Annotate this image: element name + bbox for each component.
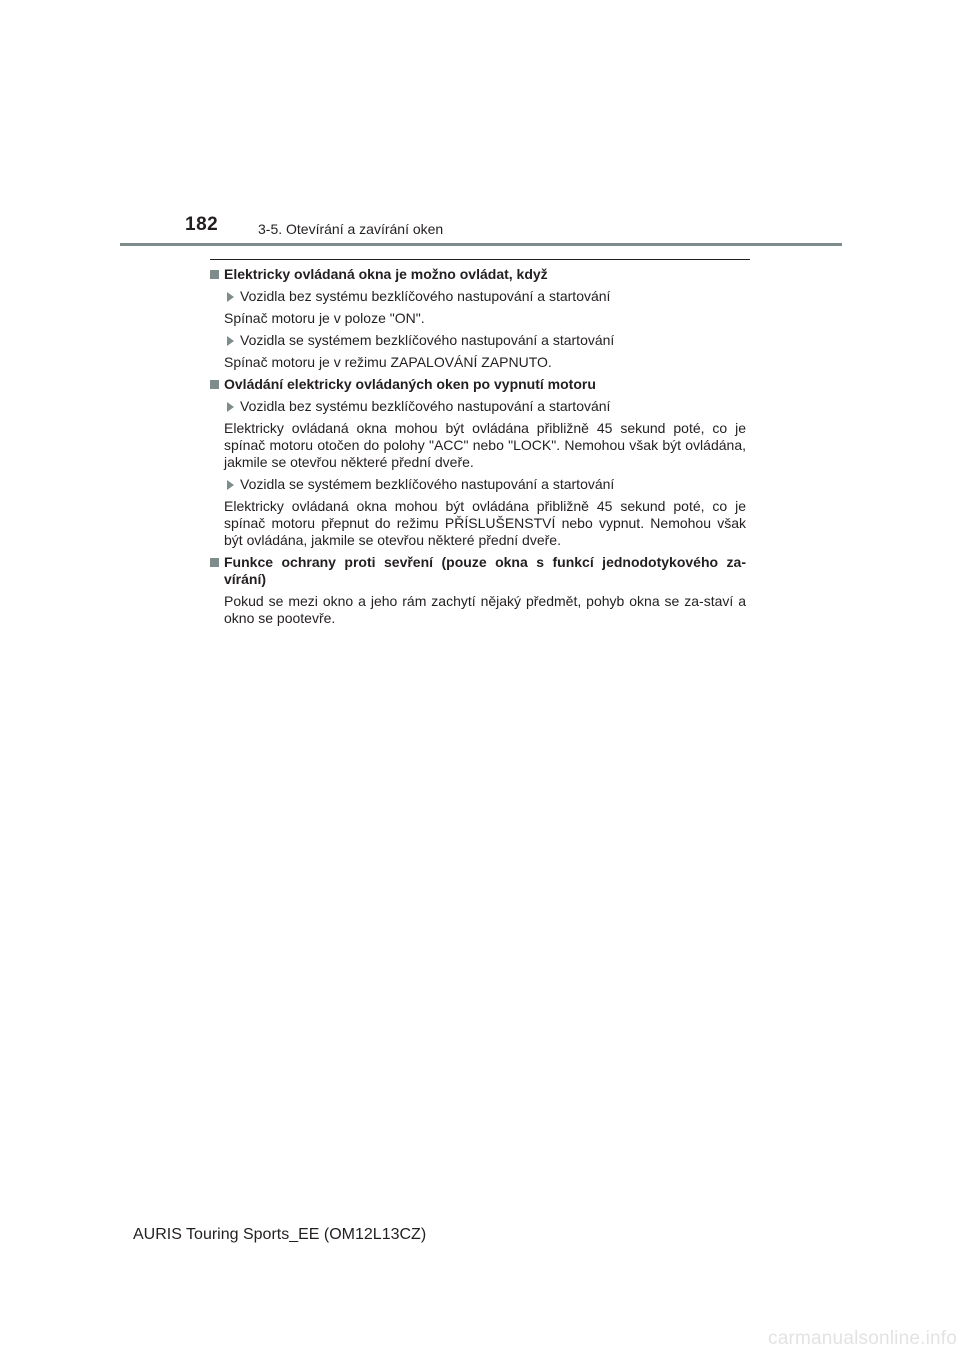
triangle-bullet-icon xyxy=(227,480,234,490)
sub-heading xyxy=(210,332,746,349)
section-heading xyxy=(210,554,746,588)
paragraph: Elektricky ovládaná okna mohou být ovládána přibližně 45 sekund poté, co je spínač motoru otočen do polohy "ACC" nebo "LOCK". Nemohou však být ovládána, jakmile se otevřou některé přední dveře. xyxy=(224,420,746,470)
content-divider xyxy=(210,259,750,260)
sub-heading xyxy=(210,288,746,305)
header-divider xyxy=(120,243,842,246)
page-number: 182 xyxy=(185,214,219,235)
section-heading-text: Ovládání elektricky ovládaných oken po vypnutí motoru xyxy=(224,376,596,392)
paragraph: Pokud se mezi okno a jeho rám zachytí nějaký předmět, pohyb okna se za-staví a okno se pootevře. xyxy=(224,593,746,626)
content-area xyxy=(210,266,746,632)
section-heading-text: Elektricky ovládaná okna je možno ovládat, když xyxy=(224,266,548,282)
sub-heading xyxy=(210,398,746,415)
square-bullet-icon xyxy=(210,380,219,389)
footer-model-label: AURIS Touring Sports_EE (OM12L13CZ) xyxy=(133,1226,427,1243)
triangle-bullet-icon xyxy=(227,402,234,412)
square-bullet-icon xyxy=(210,270,219,279)
sub-heading-text: Vozidla bez systému bezklíčového nastupování a startování xyxy=(240,288,611,304)
watermark: carmanualsonline.info xyxy=(768,1328,958,1349)
section-heading xyxy=(210,266,746,283)
sub-heading xyxy=(210,476,746,493)
sub-heading-text: Vozidla bez systému bezklíčového nastupování a startování xyxy=(240,398,611,414)
paragraph: Spínač motoru je v poloze "ON". xyxy=(224,310,425,326)
section-heading-text: Funkce ochrany proti sevření (pouze okna s funkcí jednodotykového za-vírání) xyxy=(224,554,746,587)
triangle-bullet-icon xyxy=(227,336,234,346)
sub-heading-text: Vozidla se systémem bezklíčového nastupování a startování xyxy=(240,332,615,348)
section-title: 3-5. Otevírání a zavírání oken xyxy=(258,221,444,237)
triangle-bullet-icon xyxy=(227,292,234,302)
square-bullet-icon xyxy=(210,558,219,567)
sub-heading-text: Vozidla se systémem bezklíčového nastupování a startování xyxy=(240,476,615,492)
paragraph: Spínač motoru je v režimu ZAPALOVÁNÍ ZAPNUTO. xyxy=(224,354,552,370)
paragraph: Elektricky ovládaná okna mohou být ovládána přibližně 45 sekund poté, co je spínač motoru přepnut do režimu PŘÍSLUŠENSTVÍ nebo vypnut. Nemohou však být ovládána, jakmile se otevřou některé přední dveře. xyxy=(224,498,746,548)
section-heading xyxy=(210,376,746,393)
